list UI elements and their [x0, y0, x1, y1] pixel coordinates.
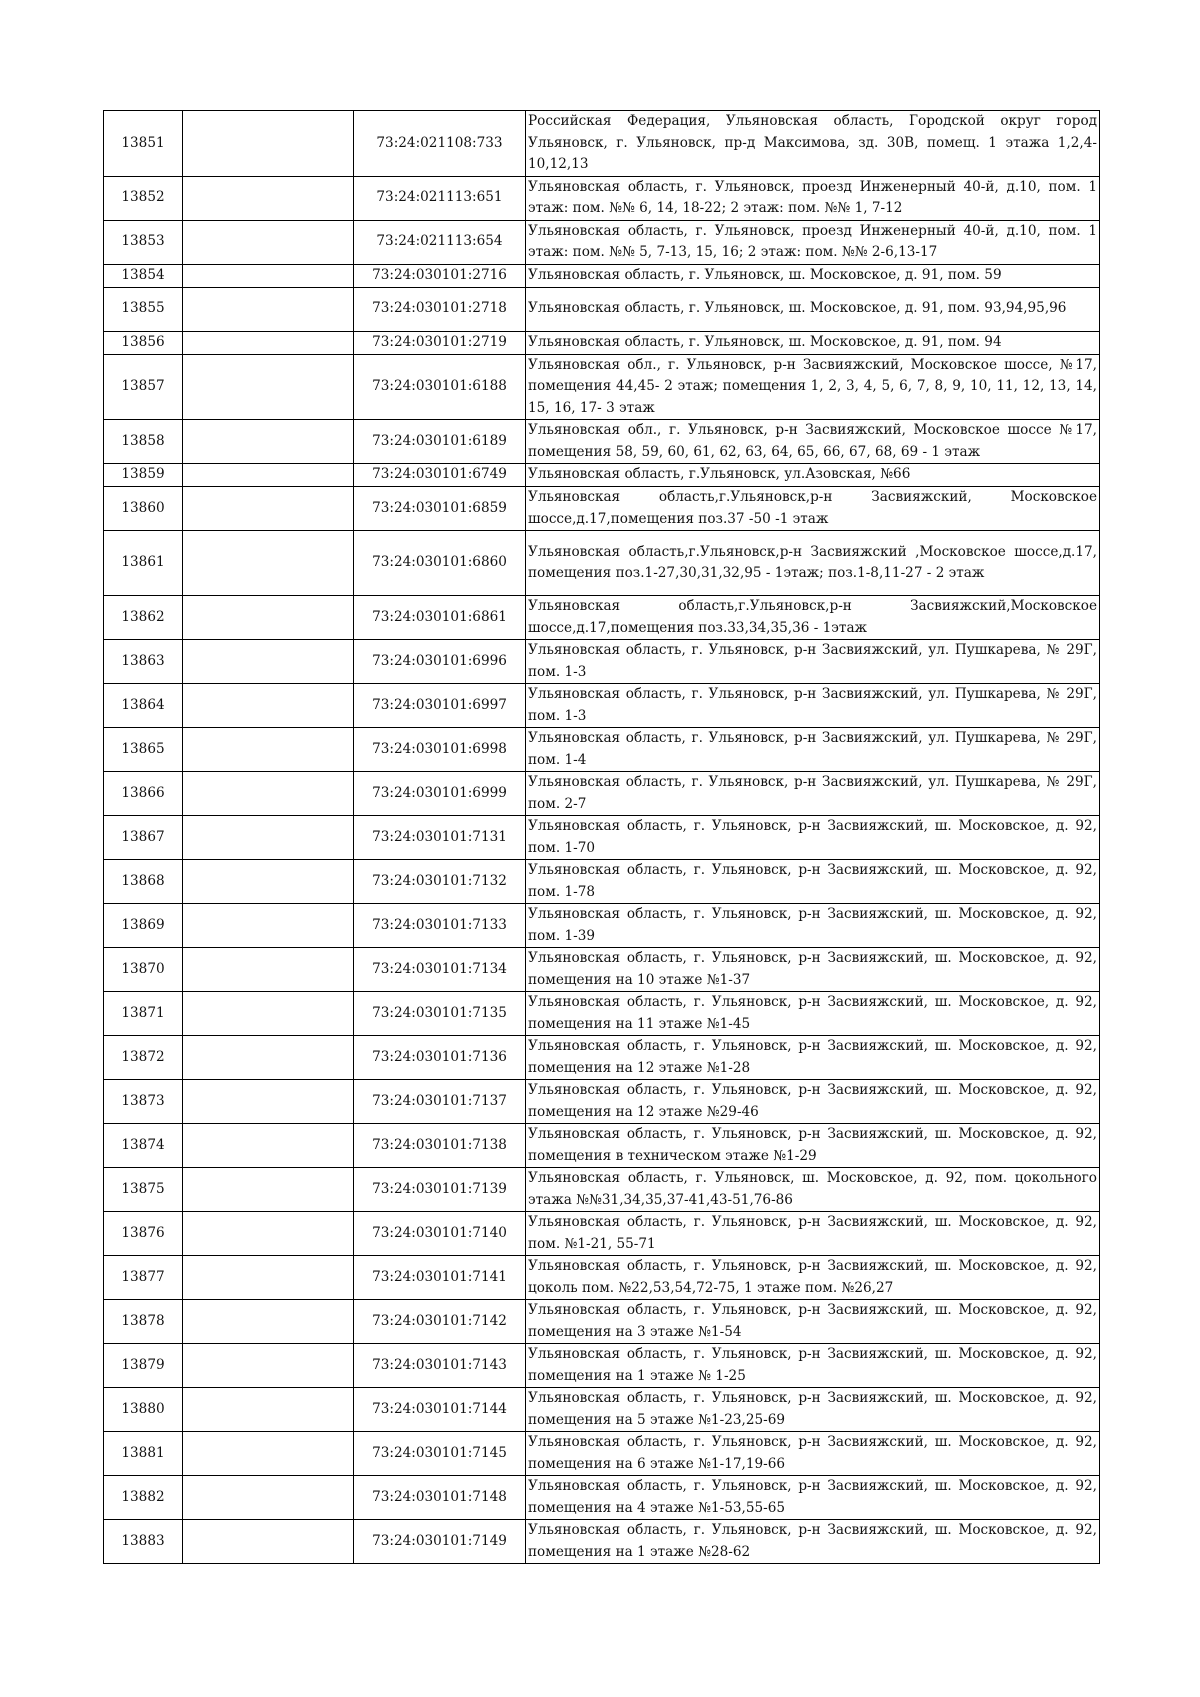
- cadastral-number: 73:24:030101:6997: [354, 684, 526, 728]
- cadastral-number: 73:24:030101:7141: [354, 1256, 526, 1300]
- row-number: 13857: [104, 354, 183, 420]
- cadastral-number: 73:24:030101:6188: [354, 354, 526, 420]
- address: Ульяновская область, г. Ульяновск, ш. Московское, д. 91, пом. 93,94,95,96: [526, 287, 1100, 331]
- table-row: [104, 596, 1100, 640]
- row-number: 13876: [104, 1212, 183, 1256]
- table-row: [104, 772, 1100, 816]
- address: Ульяновская область, г. Ульяновск, р-н Засвияжский, ш. Московское, д. 92, пом. 1-70: [526, 816, 1100, 860]
- row-number: 13871: [104, 992, 183, 1036]
- table-row: [104, 1476, 1100, 1520]
- empty-cell: [183, 948, 354, 992]
- empty-cell: [183, 531, 354, 596]
- empty-cell: [183, 860, 354, 904]
- address: Российская Федерация, Ульяновская область, Городской округ город Ульяновск, г. Ульяновск, пр-д Максимова, зд. 30В, помещ. 1 этажа 1,2,4-10,12,13: [526, 111, 1100, 177]
- registry-body: [104, 111, 1100, 1564]
- cadastral-number: 73:24:021108:733: [354, 111, 526, 177]
- empty-cell: [183, 287, 354, 331]
- table-row: [104, 1080, 1100, 1124]
- empty-cell: [183, 1432, 354, 1476]
- row-number: 13880: [104, 1388, 183, 1432]
- row-number: 13868: [104, 860, 183, 904]
- cadastral-number: 73:24:030101:7137: [354, 1080, 526, 1124]
- empty-cell: [183, 992, 354, 1036]
- table-row: [104, 992, 1100, 1036]
- row-number: 13881: [104, 1432, 183, 1476]
- cadastral-number: 73:24:030101:7149: [354, 1520, 526, 1564]
- property-registry-table: [103, 110, 1100, 1564]
- row-number: 13867: [104, 816, 183, 860]
- cadastral-number: 73:24:030101:7145: [354, 1432, 526, 1476]
- address: Ульяновская обл., г. Ульяновск, р-н Засвияжский, Московское шоссе, №17, помещения 44,45- 2 этаж; помещения 1, 2, 3, 4, 5, 6, 7, 8, 9, 10, 11, 12, 13, 14, 15, 16, 17- 3 этаж: [526, 354, 1100, 420]
- table-row: [104, 264, 1100, 287]
- row-number: 13860: [104, 487, 183, 531]
- address: Ульяновская область, г. Ульяновск, р-н Засвияжский, ш. Московское, д. 92, помещения в техническом этаже №1-29: [526, 1124, 1100, 1168]
- row-number: 13874: [104, 1124, 183, 1168]
- address: Ульяновская область, г. Ульяновск, ш. Московское, д. 91, пом. 94: [526, 331, 1100, 354]
- address: Ульяновская область, г. Ульяновск, р-н Засвияжский, ш. Московское, д. 92, помещения на 4 этаже №1-53,55-65: [526, 1476, 1100, 1520]
- empty-cell: [183, 487, 354, 531]
- address: Ульяновская область, г. Ульяновск, проезд Инженерный 40-й, д.10, пом. 1 этаж: пом. №№ 5, 7-13, 15, 16; 2 этаж: пом. №№ 2-6,13-17: [526, 220, 1100, 264]
- row-number: 13852: [104, 176, 183, 220]
- cadastral-number: 73:24:021113:654: [354, 220, 526, 264]
- row-number: 13869: [104, 904, 183, 948]
- empty-cell: [183, 1256, 354, 1300]
- row-number: 13878: [104, 1300, 183, 1344]
- row-number: 13875: [104, 1168, 183, 1212]
- table-row: [104, 1036, 1100, 1080]
- table-row: [104, 1124, 1100, 1168]
- row-number: 13870: [104, 948, 183, 992]
- empty-cell: [183, 420, 354, 464]
- address: Ульяновская область, г. Ульяновск, р-н Засвияжский, ул. Пушкарева, № 29Г, пом. 2-7: [526, 772, 1100, 816]
- cadastral-number: 73:24:030101:7144: [354, 1388, 526, 1432]
- row-number: 13863: [104, 640, 183, 684]
- cadastral-number: 73:24:030101:6860: [354, 531, 526, 596]
- empty-cell: [183, 1388, 354, 1432]
- empty-cell: [183, 1520, 354, 1564]
- table-row: [104, 1388, 1100, 1432]
- row-number: 13851: [104, 111, 183, 177]
- row-number: 13865: [104, 728, 183, 772]
- cadastral-number: 73:24:030101:7140: [354, 1212, 526, 1256]
- table-row: [104, 220, 1100, 264]
- row-number: 13866: [104, 772, 183, 816]
- empty-cell: [183, 772, 354, 816]
- address: Ульяновская область, г. Ульяновск, р-н Засвияжский, ш. Московское, д. 92, помещения на 3 этаже №1-54: [526, 1300, 1100, 1344]
- cadastral-number: 73:24:030101:2719: [354, 331, 526, 354]
- address: Ульяновская область, г. Ульяновск, р-н Засвияжский, ш. Московское, д. 92, помещения на 5 этаже №1-23,25-69: [526, 1388, 1100, 1432]
- cadastral-number: 73:24:030101:6999: [354, 772, 526, 816]
- address: Ульяновская область, г. Ульяновск, ш. Московское, д. 91, пом. 59: [526, 264, 1100, 287]
- table-row: [104, 1300, 1100, 1344]
- address: Ульяновская область, г.Ульяновск, ул.Азовская, №66: [526, 464, 1100, 487]
- table-row: [104, 464, 1100, 487]
- empty-cell: [183, 1036, 354, 1080]
- empty-cell: [183, 1344, 354, 1388]
- cadastral-number: 73:24:030101:6998: [354, 728, 526, 772]
- table-row: [104, 176, 1100, 220]
- address: Ульяновская область,г.Ульяновск,р-н Засвияжский ,Московское шоссе,д.17, помещения поз.1-27,30,31,32,95 - 1этаж; поз.1-8,11-27 - 2 этаж: [526, 531, 1100, 596]
- empty-cell: [183, 904, 354, 948]
- cadastral-number: 73:24:030101:7135: [354, 992, 526, 1036]
- cadastral-number: 73:24:030101:2718: [354, 287, 526, 331]
- table-row: [104, 904, 1100, 948]
- row-number: 13873: [104, 1080, 183, 1124]
- empty-cell: [183, 1300, 354, 1344]
- empty-cell: [183, 728, 354, 772]
- cadastral-number: 73:24:030101:6859: [354, 487, 526, 531]
- cadastral-number: 73:24:030101:6861: [354, 596, 526, 640]
- empty-cell: [183, 1476, 354, 1520]
- address: Ульяновская область, г. Ульяновск, р-н Засвияжский, ш. Московское, д. 92, пом. 1-39: [526, 904, 1100, 948]
- row-number: 13877: [104, 1256, 183, 1300]
- table-row: [104, 640, 1100, 684]
- empty-cell: [183, 684, 354, 728]
- empty-cell: [183, 1168, 354, 1212]
- table-row: [104, 948, 1100, 992]
- cadastral-number: 73:24:021113:651: [354, 176, 526, 220]
- row-number: 13883: [104, 1520, 183, 1564]
- table-row: [104, 354, 1100, 420]
- address: Ульяновская область, г. Ульяновск, ш. Московское, д. 92, пом. цокольного этажа №№31,34,35,37-41,43-51,76-86: [526, 1168, 1100, 1212]
- row-number: 13855: [104, 287, 183, 331]
- address: Ульяновская область, г. Ульяновск, р-н Засвияжский, ул. Пушкарева, № 29Г, пом. 1-3: [526, 684, 1100, 728]
- cadastral-number: 73:24:030101:7132: [354, 860, 526, 904]
- cadastral-number: 73:24:030101:7133: [354, 904, 526, 948]
- row-number: 13862: [104, 596, 183, 640]
- cadastral-number: 73:24:030101:6749: [354, 464, 526, 487]
- address: Ульяновская область,г.Ульяновск,р-н Засвияжский,Московское шоссе,д.17,помещения поз.33,34,35,36 - 1этаж: [526, 596, 1100, 640]
- cadastral-number: 73:24:030101:7131: [354, 816, 526, 860]
- row-number: 13879: [104, 1344, 183, 1388]
- address: Ульяновская область, г. Ульяновск, р-н Засвияжский, ул. Пушкарева, № 29Г, пом. 1-4: [526, 728, 1100, 772]
- empty-cell: [183, 220, 354, 264]
- cadastral-number: 73:24:030101:7138: [354, 1124, 526, 1168]
- empty-cell: [183, 111, 354, 177]
- empty-cell: [183, 596, 354, 640]
- table-row: [104, 531, 1100, 596]
- address: Ульяновская обл., г. Ульяновск, р-н Засвияжский, Московское шоссе №17, помещения 58, 59, 60, 61, 62, 63, 64, 65, 66, 67, 68, 69 - 1 этаж: [526, 420, 1100, 464]
- table-row: [104, 860, 1100, 904]
- cadastral-number: 73:24:030101:7148: [354, 1476, 526, 1520]
- row-number: 13882: [104, 1476, 183, 1520]
- empty-cell: [183, 640, 354, 684]
- row-number: 13864: [104, 684, 183, 728]
- empty-cell: [183, 1080, 354, 1124]
- table-row: [104, 1520, 1100, 1564]
- empty-cell: [183, 464, 354, 487]
- cadastral-number: 73:24:030101:7139: [354, 1168, 526, 1212]
- empty-cell: [183, 331, 354, 354]
- empty-cell: [183, 354, 354, 420]
- empty-cell: [183, 176, 354, 220]
- row-number: 13854: [104, 264, 183, 287]
- table-row: [104, 287, 1100, 331]
- cadastral-number: 73:24:030101:7136: [354, 1036, 526, 1080]
- table-row: [104, 816, 1100, 860]
- address: Ульяновская область, г. Ульяновск, р-н Засвияжский, ш. Московское, д. 92, помещения на 12 этаже №29-46: [526, 1080, 1100, 1124]
- cadastral-number: 73:24:030101:6996: [354, 640, 526, 684]
- row-number: 13856: [104, 331, 183, 354]
- address: Ульяновская область, г. Ульяновск, р-н Засвияжский, ш. Московское, д. 92, помещения на 10 этаже №1-37: [526, 948, 1100, 992]
- cadastral-number: 73:24:030101:7142: [354, 1300, 526, 1344]
- address: Ульяновская область, г. Ульяновск, р-н Засвияжский, ул. Пушкарева, № 29Г, пом. 1-3: [526, 640, 1100, 684]
- address: Ульяновская область, г. Ульяновск, р-н Засвияжский, ш. Московское, д. 92, помещения на 12 этаже №1-28: [526, 1036, 1100, 1080]
- table-row: [104, 1432, 1100, 1476]
- address: Ульяновская область, г. Ульяновск, р-н Засвияжский, ш. Московское, д. 92, пом. 1-78: [526, 860, 1100, 904]
- table-row: [104, 331, 1100, 354]
- cadastral-number: 73:24:030101:7134: [354, 948, 526, 992]
- table-row: [104, 1256, 1100, 1300]
- table-row: [104, 1168, 1100, 1212]
- cadastral-number: 73:24:030101:2716: [354, 264, 526, 287]
- empty-cell: [183, 816, 354, 860]
- row-number: 13853: [104, 220, 183, 264]
- empty-cell: [183, 1124, 354, 1168]
- table-row: [104, 684, 1100, 728]
- table-row: [104, 728, 1100, 772]
- empty-cell: [183, 264, 354, 287]
- table-row: [104, 1212, 1100, 1256]
- cadastral-number: 73:24:030101:6189: [354, 420, 526, 464]
- address: Ульяновская область, г. Ульяновск, р-н Засвияжский, ш. Московское, д. 92, пом. №1-21, 55-71: [526, 1212, 1100, 1256]
- address: Ульяновская область, г. Ульяновск, р-н Засвияжский, ш. Московское, д. 92, цоколь пом. №22,53,54,72-75, 1 этаже пом. №26,27: [526, 1256, 1100, 1300]
- table-row: [104, 420, 1100, 464]
- address: Ульяновская область, г. Ульяновск, р-н Засвияжский, ш. Московское, д. 92, помещения на 1 этаже № 1-25: [526, 1344, 1100, 1388]
- address: Ульяновская область, г. Ульяновск, р-н Засвияжский, ш. Московское, д. 92, помещения на 1 этаже №28-62: [526, 1520, 1100, 1564]
- empty-cell: [183, 1212, 354, 1256]
- table-row: [104, 487, 1100, 531]
- row-number: 13861: [104, 531, 183, 596]
- row-number: 13859: [104, 464, 183, 487]
- address: Ульяновская область, г. Ульяновск, проезд Инженерный 40-й, д.10, пом. 1 этаж: пом. №№ 6, 14, 18-22; 2 этаж: пом. №№ 1, 7-12: [526, 176, 1100, 220]
- row-number: 13858: [104, 420, 183, 464]
- table-row: [104, 111, 1100, 177]
- table-row: [104, 1344, 1100, 1388]
- row-number: 13872: [104, 1036, 183, 1080]
- cadastral-number: 73:24:030101:7143: [354, 1344, 526, 1388]
- address: Ульяновская область, г. Ульяновск, р-н Засвияжский, ш. Московское, д. 92, помещения на 6 этаже №1-17,19-66: [526, 1432, 1100, 1476]
- address: Ульяновская область, г. Ульяновск, р-н Засвияжский, ш. Московское, д. 92, помещения на 11 этаже №1-45: [526, 992, 1100, 1036]
- address: Ульяновская область,г.Ульяновск,р-н Засвияжский, Московское шоссе,д.17,помещения поз.37 -50 -1 этаж: [526, 487, 1100, 531]
